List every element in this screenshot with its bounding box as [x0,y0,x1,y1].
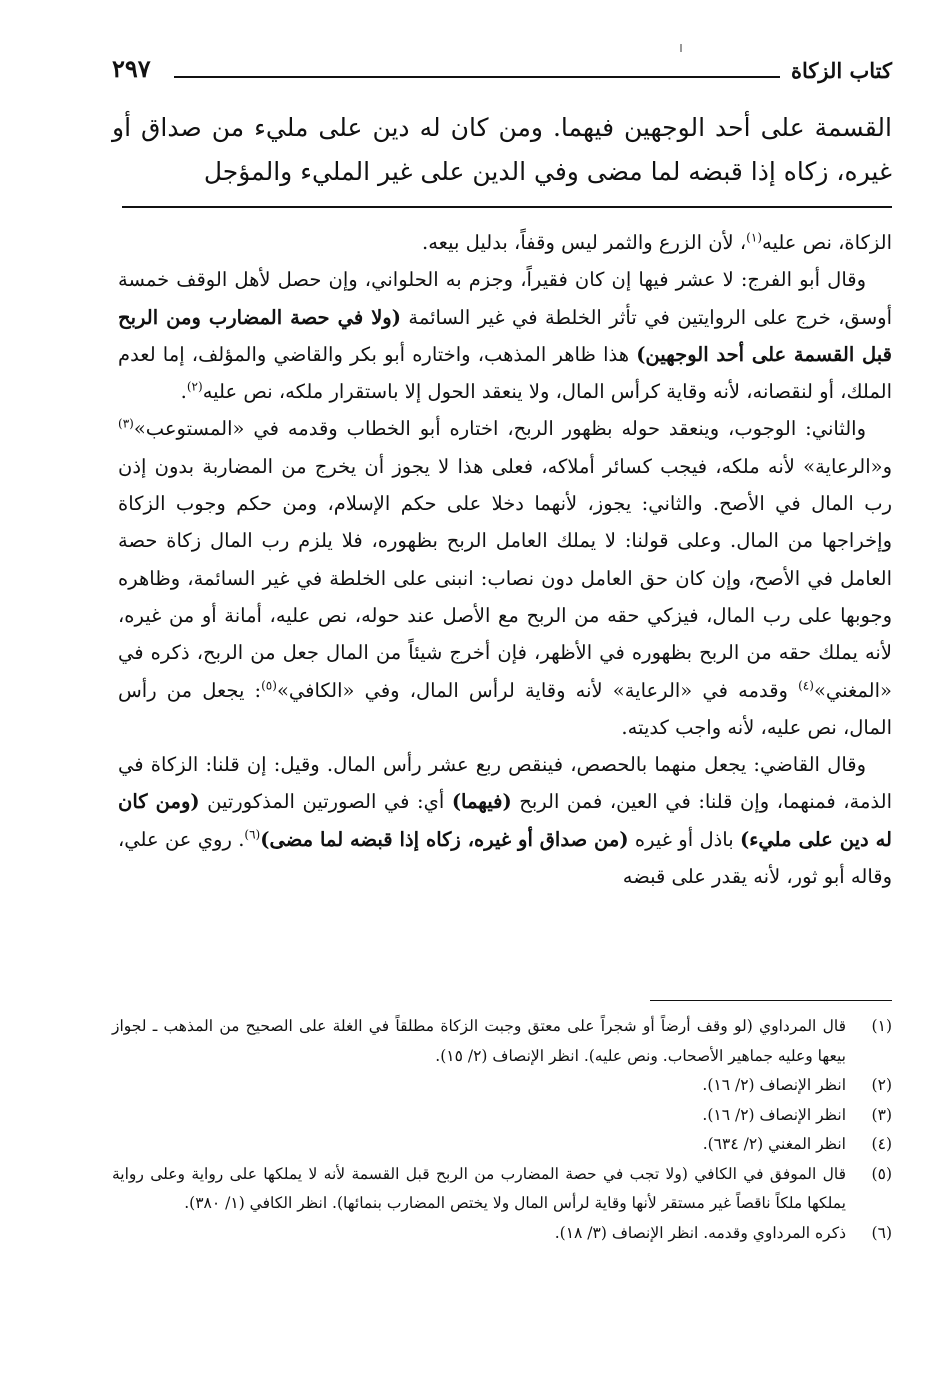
footnote [112,1130,892,1160]
footnote-number: (٦) [871,1223,892,1242]
footnote-text: انظر المغني (٢/ ٦٣٤). [702,1135,846,1153]
footnote [112,1012,892,1071]
footnote [112,1219,892,1249]
text-run: وقدمه في «الرعاية» لأنه وقاية لرأس المال، وفي «الكافي» [276,678,799,702]
text-run: الزكاة، نص عليه [762,231,892,254]
header-rule [174,76,780,78]
running-header [112,52,892,92]
matn-quote: (من صداق أو غيره، زكاه إذا قبضه لما مضى) [260,827,629,851]
footnote-divider [650,1000,892,1001]
footnote-ref: (٥) [261,678,277,693]
matn-quote: (ولا في حصة المضارب ومن الربح قبل القسمة على أحد الوجهين) [118,305,892,366]
commentary [118,224,892,895]
footnote-number: (٥) [871,1164,892,1183]
footnote [112,1101,892,1131]
text-run: والثاني: الوجوب، وينعقد حوله بظهور الربح، اختاره أبو الخطاب وقدمه في «المستوعب» [133,417,866,441]
paragraph [118,410,892,746]
footnote-text: انظر الإنصاف (٢/ ١٦). [702,1105,846,1124]
page-number: ٢٩٧ [112,54,151,83]
text-run: وقال أبو الفرج: لا عشر فيها إن كان فقيراً، وجزم به الحلواني، وإن حصل لأهل الوقف خمسة أوسق، خرج على الروايتين في تأثر الخلطة في غير السائمة [118,268,892,329]
text-run: هذا ظاهر المذهب، واختاره أبو بكر والقاضي والمؤلف، إما لعدم الملك، أو لنقصانه، لأنه وقاية كرأس المال، ولا ينعقد الحول إلا باستقرار ملكه، نص عليه [118,342,892,404]
matn-text: القسمة على أحد الوجهين فيهما. ومن كان له دين على مليء من صداق أو غيره، زكاه إذا قبضه لما مضى وفي الدين على غير المليء والمؤجل [112,113,892,186]
footnote [112,1160,892,1219]
text-run: وقال القاضي: يجعل منهما بالحصص، فينقص ربع عشر رأس المال. وقيل: إن قلنا: الزكاة في الذمة، فمنهما، وإن قلنا: في العين، فمن الربح [118,753,893,814]
text-run: ، لأن الزرع والثمر ليس وقفاً، بدليل بيعه. [422,231,747,254]
paragraph [118,261,892,410]
footnote-ref: (٢) [186,379,203,394]
footnote-text: ذكره المرداوي وقدمه. انظر الإنصاف (٣/ ١٨). [554,1223,846,1242]
text-run: باذل أو غيره [628,827,740,851]
text-run: . [180,380,187,404]
matn-divider [122,206,892,208]
footnotes [112,1012,892,1248]
footnote-number: (١) [871,1017,892,1035]
book-title: كتاب الزكاة [790,58,892,83]
text-run: : يجعل من رأس المال، نص عليه، لأنه واجب كديته. [118,678,892,739]
paragraph [118,746,892,895]
footnote-number: (٤) [871,1135,892,1153]
scan-speck [680,44,682,52]
footnote-text: انظر الإنصاف (٢/ ١٦). [702,1076,846,1094]
text-run: و«الرعاية» لأنه ملكه، فيجب كسائر أملاكه، فعلى هذا لا يجوز أن يخرج من المضاربة بدون إذن رب المال في الأصح. والثاني: يجوز، لأنهما دخلا على حكم الإسلام، ومن حكم وجوب الزكاة وإخراجها من المال. وعلى قولنا: لا يملك العامل الربح بظهوره، فلا يلزم رب المال زكاة حصة العامل في الأصح، وإن كان حق العامل دون نصاب: انبنى على الخلطة في غير السائمة، وظاهره وجوبها على رب المال، فيزكي حقه من الربح مع الأصل عند حوله، نص عليه، أمانة أو من غيره، لأنه يملك حقه من الربح بظهوره في الأظهر، فإن أخرج شيئاً من المال جعل من الربح، ذكره في «المغني» [118,454,892,702]
matn-quote: (ومن كان له دين على مليء) [118,790,892,851]
footnote-number: (٣) [871,1105,892,1124]
text-run: أي: في الصورتين المذكورتين [199,790,452,814]
footnote-ref: (٦) [244,827,261,842]
footnote-ref: (١) [746,230,762,245]
footnote-text: قال الموفق في الكافي (ولا تجب في حصة المضارب من الربح قبل القسمة لأنه لا يملكها على رواية وعلى رواية يملكها ملكاً ناقصاً غير مستقر لأنها وقاية لرأس المال ولا يختص المضارب بنمائها). انظر الكافي (١/ ٣٨٠). [112,1164,846,1212]
text-run: . روي عن علي، وقاله أبو ثور، لأنه يقدر على قبضه [118,827,892,889]
footnote-ref: (٣) [118,416,134,431]
footnote [112,1071,892,1101]
matn-quote: (فيهما) [451,790,512,814]
footnote-number: (٢) [871,1076,892,1094]
footnote-text: قال المرداوي (لو وقف أرضاً أو شجراً على معتق وجبت الزكاة مطلقاً في الغلة على الصحيح من المذهب ـ لجواز بيعها وعليه جماهير الأصحاب. ونص عليه). انظر الإنصاف (٢/ ١٥). [112,1017,846,1065]
footnote-ref: (٤) [798,678,814,693]
paragraph [118,224,892,261]
